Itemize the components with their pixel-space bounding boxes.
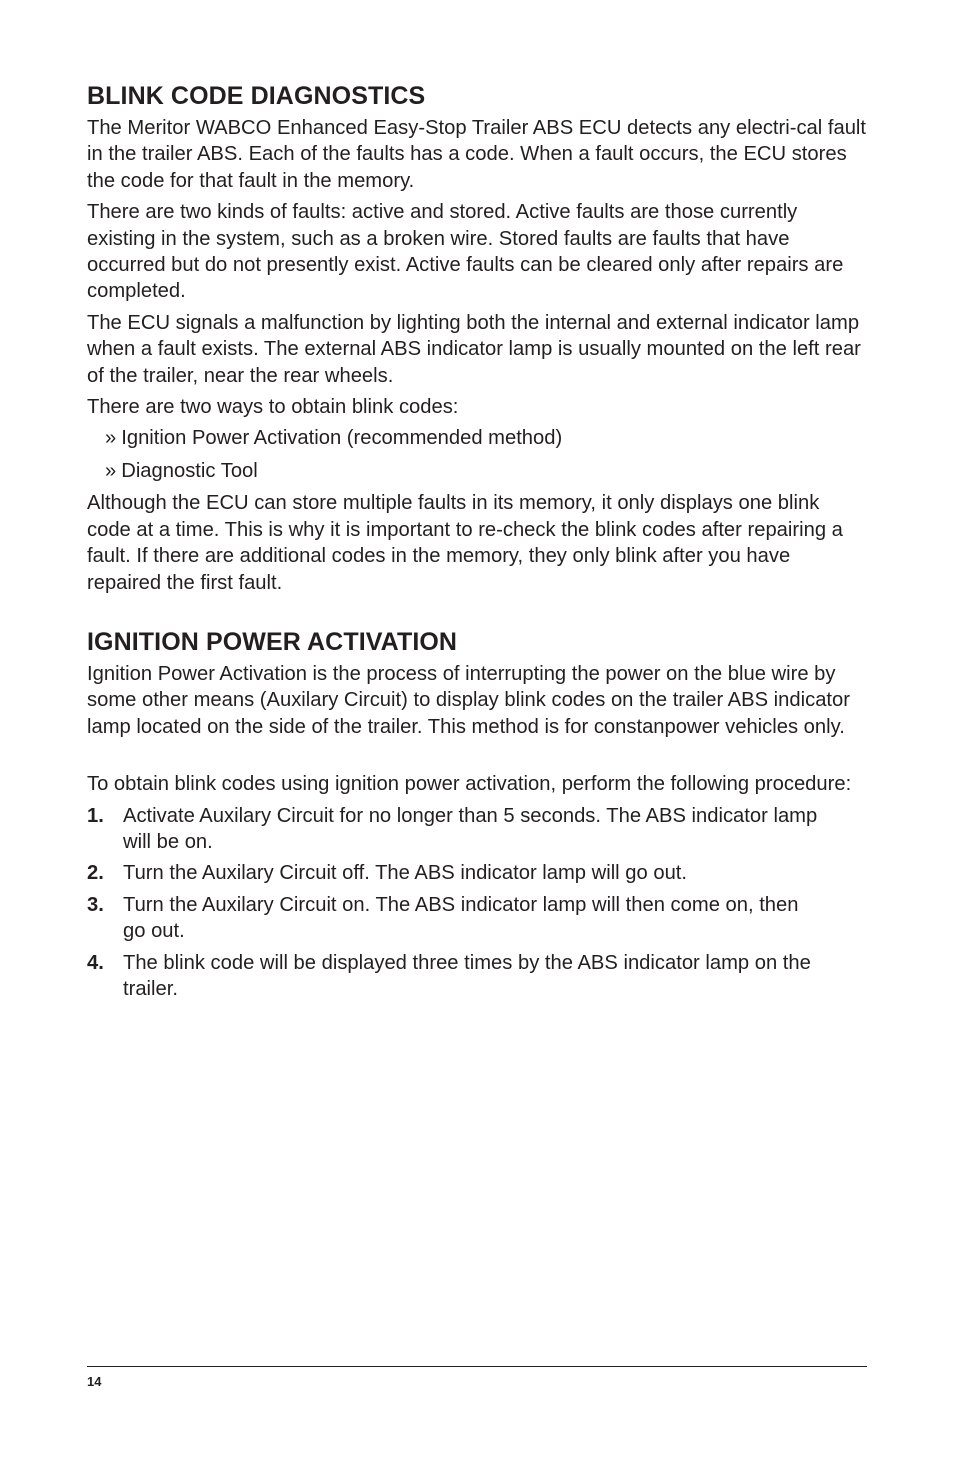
section-heading-blink-code-diagnostics: BLINK CODE DIAGNOSTICS: [87, 82, 426, 110]
list-item: [87, 950, 823, 1003]
list-item: [87, 803, 823, 856]
paragraph-ecu-detects-faults: The Meritor WABCO Enhanced Easy-Stop Trailer ABS ECU detects any electri-cal fault in the trailer ABS. Each of the faults has a code. When a fault occurs, the ECU stores the code for that fault in the memory.: [87, 117, 867, 192]
page-content: [87, 80, 867, 1007]
page-number: 14: [87, 1374, 102, 1389]
list-item: [87, 892, 823, 945]
step-number: 1.: [87, 804, 104, 827]
bullet-mark: »: [105, 459, 117, 482]
section-heading-ignition-power-activation: IGNITION POWER ACTIVATION: [87, 627, 458, 656]
step-text: Turn the Auxilary Circuit on. The ABS indicator lamp will then come on, then go out.: [123, 893, 799, 943]
paragraph-malfunction-signal: The ECU signals a malfunction by lighting both the internal and external indicator lamp when a fault exists. The external ABS indicator lamp is usually mounted on the left rear of the trailer, near the rear wheels.: [87, 311, 861, 387]
page-footer: [87, 1366, 867, 1390]
step-number: 4.: [87, 951, 104, 974]
step-number: 3.: [87, 893, 104, 916]
step-text: Turn the Auxilary Circuit off. The ABS indicator lamp will go out.: [123, 862, 688, 885]
bullet-text: Ignition Power Activation (recommended method): [121, 427, 563, 450]
bullet-mark: »: [105, 427, 117, 450]
paragraph-fault-kinds: There are two kinds of faults: active and stored. Active faults are those currently existing in the system, such as a broken wire. Stored faults are faults that have occurred but do not presently exist. Active faults can be cleared only after repairs are completed.: [87, 201, 844, 303]
step-number: 2.: [87, 862, 104, 885]
paragraph-ignition-intro: Ignition Power Activation is the process of interrupting the power on the blue wire by some other means (Auxilary Circuit) to display blink codes on the trailer ABS indicator lamp located on the side of the trailer. This method is for constanpower vehicles only.: [87, 662, 850, 738]
bullet-text: Diagnostic Tool: [121, 459, 258, 482]
paragraph-ways-to-obtain: There are two ways to obtain blink codes:: [87, 396, 459, 419]
list-item: [105, 425, 867, 451]
step-text: The blink code will be displayed three times by the ABS indicator lamp on the trailer.: [123, 951, 811, 1000]
paragraph-multiple-faults: Although the ECU can store multiple faults in its memory, it only displays one blink code at a time. This is why it is important to re-check the blink codes after repairing a fault. If there are additional codes in the memory, they only blink after you have repaired the first fault.: [87, 492, 843, 594]
step-text: Activate Auxilary Circuit for no longer than 5 seconds. The ABS indicator lamp will be on.: [123, 804, 818, 853]
list-item: [87, 860, 823, 886]
numbered-steps: [87, 803, 867, 1003]
paragraph-procedure: To obtain blink codes using ignition power activation, perform the following procedure:: [87, 773, 852, 796]
list-item: [105, 458, 867, 484]
bullet-list-methods: [87, 425, 867, 484]
